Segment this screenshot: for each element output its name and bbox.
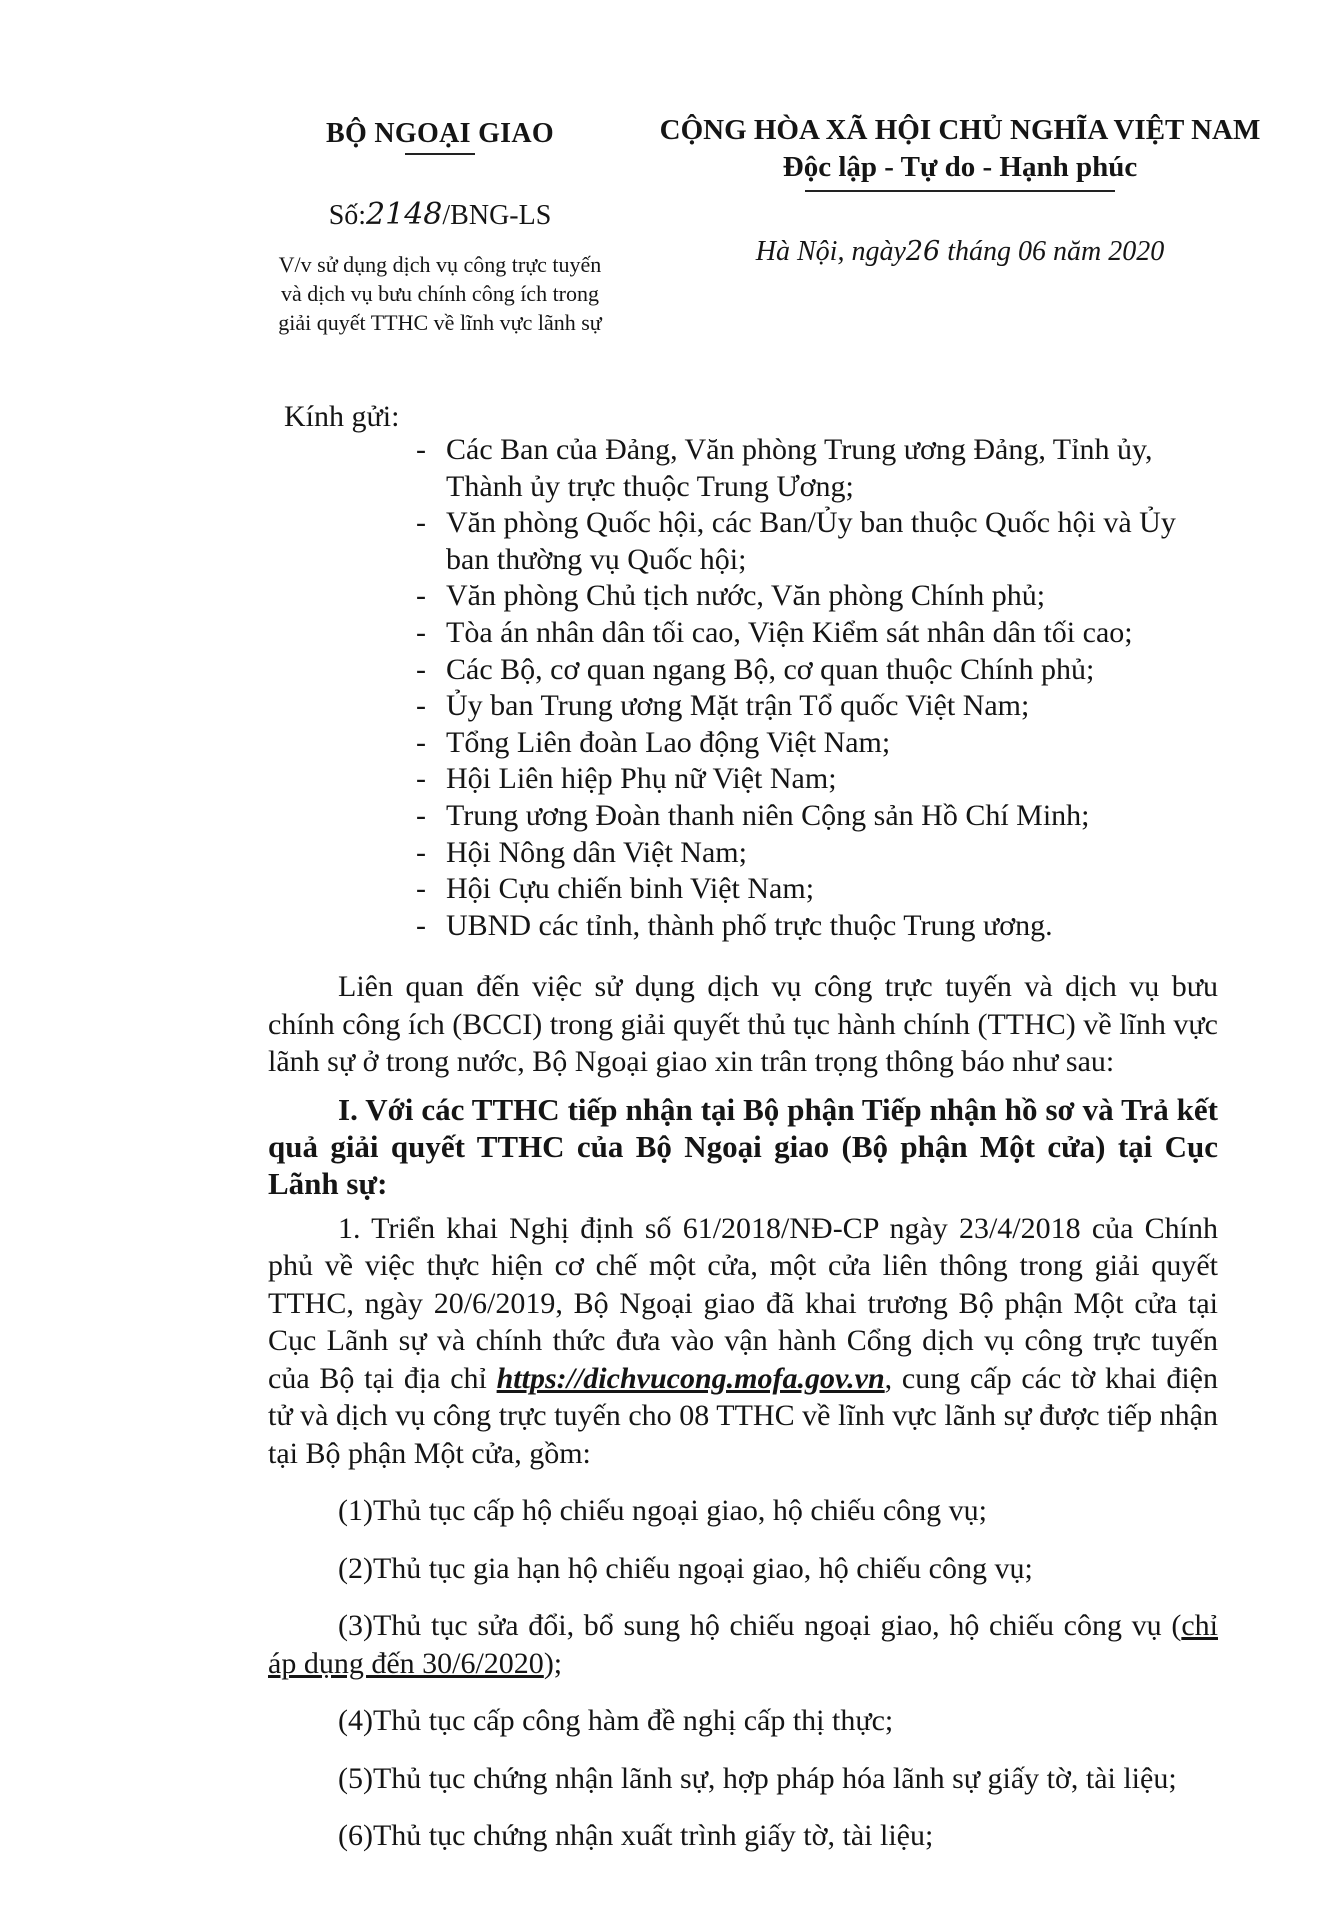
header-left <box>250 118 630 337</box>
recipient-item: - Tổng Liên đoàn Lao động Việt Nam; <box>416 725 891 759</box>
section-heading: I. Với các TTHC tiếp nhận tại Bộ phận Tiếp nhận hồ sơ và Trả kết quả giải quyết TTHC của Bộ Ngoại giao (Bộ phận Một cửa) tại Cục Lãnh sự: <box>268 1091 1218 1201</box>
portal-link[interactable]: https://dichvucong.mofa.gov.vn <box>496 1361 885 1395</box>
doc-number-prefix: Số: <box>328 200 367 231</box>
subject-line: và dịch vụ bưu chính công ích trong <box>280 281 600 306</box>
subject <box>250 250 630 337</box>
procedure-item: (3)Thủ tục sửa đổi, bổ sung hộ chiếu ngoại giao, hộ chiếu công vụ (chỉ áp dụng đến 30/6/2020); <box>268 1609 1218 1680</box>
date-suffix: tháng 06 năm 2020 <box>940 236 1165 267</box>
date-day: 26 <box>905 236 941 267</box>
date-line <box>650 236 1270 268</box>
recipient-list <box>416 432 1216 944</box>
doc-number <box>250 197 630 232</box>
recipient-item: - Ủy ban Trung ương Mặt trận Tổ quốc Việt Nam; <box>416 689 1030 723</box>
doc-number-suffix: /BNG-LS <box>442 200 552 231</box>
paragraph-1: 1. Triển khai Nghị định số 61/2018/NĐ-CP ngày 23/4/2018 của Chính phủ về việc thực hiện cơ chế một cửa, một cửa liên thông trong giải quyết TTHC, ngày 20/6/2019, Bộ Ngoại giao đã khai trương Bộ phận Một cửa tại Cục Lãnh sự và chính thức đưa vào vận hành Cổng dịch vụ công trực tuyến của Bộ tại địa chỉ https://dichvucong.mofa.gov.vn, cung cấp các tờ khai điện tử và dịch vụ công trực tuyến cho 08 TTHC về lĩnh vực lãnh sự được tiếp nhận tại Bộ phận Một cửa, gồm: <box>268 1211 1218 1470</box>
country-name: CỘNG HÒA XÃ HỘI CHỦ NGHĨA VIỆT NAM <box>659 114 1261 146</box>
procedure-item: (4)Thủ tục cấp công hàm đề nghị cấp thị thực; <box>338 1704 894 1737</box>
intro-paragraph: Liên quan đến việc sử dụng dịch vụ công trực tuyến và dịch vụ bưu chính công ích (BCCI) trong giải quyết thủ tục hành chính (TTHC) về lĩnh vực lãnh sự ở trong nước, Bộ Ngoại giao xin trân trọng thông báo như sau: <box>268 970 1218 1078</box>
recipient-item: - UBND các tỉnh, thành phố trực thuộc Trung ương. <box>416 908 1053 942</box>
procedure-item: (1)Thủ tục cấp hộ chiếu ngoại giao, hộ chiếu công vụ; <box>338 1494 987 1527</box>
procedure-item: (6)Thủ tục chứng nhận xuất trình giấy tờ, tài liệu; <box>338 1819 934 1852</box>
recipient-item: - Trung ương Đoàn thanh niên Cộng sản Hồ Chí Minh; <box>416 798 1090 832</box>
doc-number-value: 2148 <box>366 197 443 232</box>
recipient-item: - Văn phòng Quốc hội, các Ban/Ủy ban thuộc Quốc hội và Ủy ban thường vụ Quốc hội; <box>416 506 1176 576</box>
org-underline <box>405 153 475 155</box>
procedure-item: (2)Thủ tục gia hạn hộ chiếu ngoại giao, hộ chiếu công vụ; <box>338 1551 1033 1585</box>
recipient-item: - Văn phòng Chủ tịch nước, Văn phòng Chính phủ; <box>416 579 1046 613</box>
subject-line: V/v sử dụng dịch vụ công trực tuyến <box>278 252 602 277</box>
recipient-item: - Các Ban của Đảng, Văn phòng Trung ương Đảng, Tỉnh ủy, Thành ủy trực thuộc Trung Ương; <box>416 433 1153 503</box>
recipient-item: - Tòa án nhân dân tối cao, Viện Kiểm sát nhân dân tối cao; <box>416 615 1133 649</box>
motto-underline <box>805 190 1115 192</box>
recipient-item: - Các Bộ, cơ quan ngang Bộ, cơ quan thuộc Chính phủ; <box>416 652 1095 686</box>
recipient-item: - Hội Cựu chiến binh Việt Nam; <box>416 872 815 906</box>
recipient-item: - Hội Nông dân Việt Nam; <box>416 835 747 869</box>
date-prefix: Hà Nội, ngày <box>755 236 906 267</box>
procedure-item: (5)Thủ tục chứng nhận lãnh sự, hợp pháp hóa lãnh sự giấy tờ, tài liệu; <box>338 1761 1177 1795</box>
document-body <box>268 968 1218 1855</box>
header-right <box>650 114 1270 268</box>
subject-line: giải quyết TTHC về lĩnh vực lãnh sự <box>278 310 602 335</box>
motto: Độc lập - Tự do - Hạnh phúc <box>782 151 1138 183</box>
recipient-item: - Hội Liên hiệp Phụ nữ Việt Nam; <box>416 762 837 796</box>
recipients-label: Kính gửi: <box>284 400 400 433</box>
org-name: BỘ NGOẠI GIAO <box>326 118 554 149</box>
